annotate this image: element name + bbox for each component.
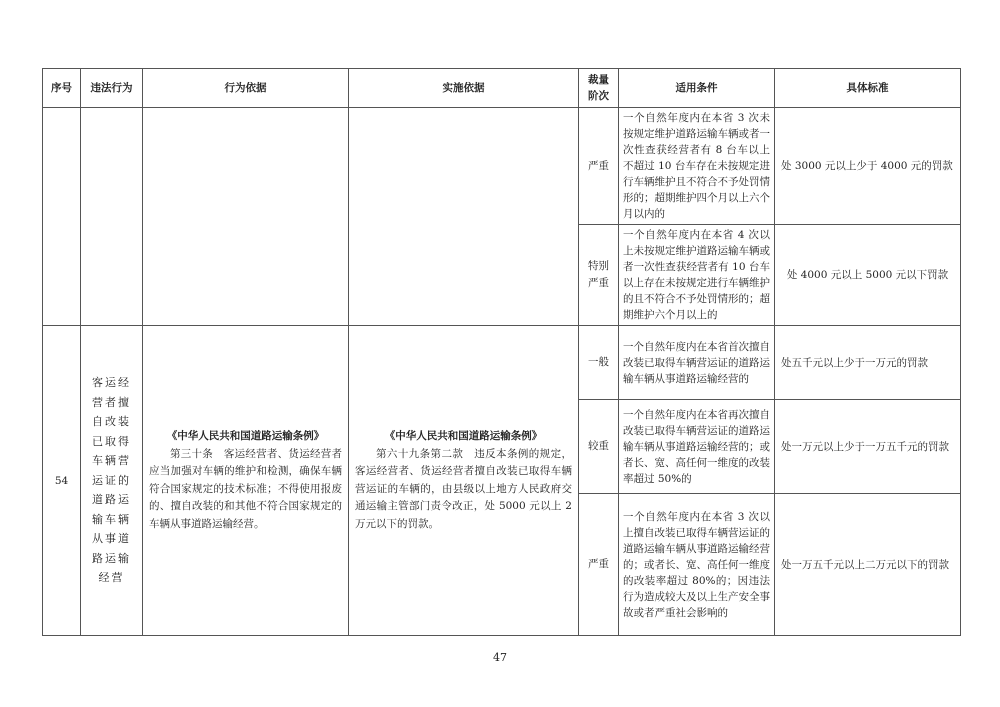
penalty-discretion-table xyxy=(42,68,961,636)
implementation-basis-text: 第六十九条第二款 违反本条例的规定，客运经营者、货运经营者擅自改装已取得车辆营运证的车辆的，由县级以上地方人民政府交通运输主管部门责令改正，处 5000 元以上 2 万元以下的罚款。 xyxy=(355,447,572,530)
header-applicable-conditions: 适用条件 xyxy=(619,69,775,108)
item-number: 54 xyxy=(43,326,81,636)
behavior-basis-text: 第三十条 客运经营者、货运经营者应当加强对车辆的维护和检测，确保车辆符合国家规定的技术标准；不得使用报废的、擅自改装的和其他不符合国家规定的车辆从事道路运输经营。 xyxy=(149,447,342,530)
table-row xyxy=(43,326,961,400)
specific-standard: 处一万五千元以上二万元以下的罚款 xyxy=(775,494,961,636)
cell-serial-continued xyxy=(43,108,81,326)
discretion-level: 严重 xyxy=(579,494,619,636)
violation-description: 客运经营者擅自改装已取得车辆营运证的道路运输车辆从事道路运输经营 xyxy=(81,326,143,636)
discretion-level: 严重 xyxy=(579,108,619,225)
table-row xyxy=(43,108,961,225)
behavior-basis-law-title: 《中华人民共和国道路运输条例》 xyxy=(166,430,325,442)
header-discretion-level: 裁量阶次 xyxy=(579,69,619,108)
page-number: 47 xyxy=(493,651,507,664)
applicable-condition: 一个自然年度内在本省再次擅自改装已取得车辆营运证的道路运输车辆从事道路运输经营的；或者长、宽、高任何一维度的改装率超过 50%的 xyxy=(619,400,775,494)
applicable-condition: 一个自然年度内在本省 4 次以上未按规定维护道路运输车辆或者一次性查获经营者有 10 台车以上存在未按规定进行车辆维护的且不符合不予处罚情形的；超期维护六个月以上的 xyxy=(619,225,775,326)
header-serial: 序号 xyxy=(43,69,81,108)
implementation-basis xyxy=(349,326,579,636)
discretion-level: 特别严重 xyxy=(579,225,619,326)
cell-behavior-basis-continued xyxy=(143,108,349,326)
applicable-condition: 一个自然年度内在本省 3 次未按规定维护道路运输车辆或者一次性查获经营者有 8 台车以上不超过 10 台车存在未按规定进行车辆维护且不符合不予处罚情形的；超期维护四个月以上六个月以内的 xyxy=(619,108,775,225)
specific-standard: 处 3000 元以上少于 4000 元的罚款 xyxy=(775,108,961,225)
cell-implementation-basis-continued xyxy=(349,108,579,326)
implementation-basis-law-title: 《中华人民共和国道路运输条例》 xyxy=(384,430,543,442)
specific-standard: 处 4000 元以上 5000 元以下罚款 xyxy=(775,225,961,326)
cell-violation-continued xyxy=(81,108,143,326)
applicable-condition: 一个自然年度内在本省 3 次以上擅自改装已取得车辆营运证的道路运输车辆从事道路运输经营的；或者长、宽、高任何一维度的改装率超过 80%的；因违法行为造成较大及以上生产安全事故或者严重社会影响的 xyxy=(619,494,775,636)
header-implementation-basis: 实施依据 xyxy=(349,69,579,108)
behavior-basis xyxy=(143,326,349,636)
header-behavior-basis: 行为依据 xyxy=(143,69,349,108)
discretion-level: 一般 xyxy=(579,326,619,400)
table-header-row xyxy=(43,69,961,108)
discretion-level: 较重 xyxy=(579,400,619,494)
header-violation: 违法行为 xyxy=(81,69,143,108)
specific-standard: 处五千元以上少于一万元的罚款 xyxy=(775,326,961,400)
header-specific-standard: 具体标准 xyxy=(775,69,961,108)
specific-standard: 处一万元以上少于一万五千元的罚款 xyxy=(775,400,961,494)
applicable-condition: 一个自然年度内在本省首次擅自改装已取得车辆营运证的道路运输车辆从事道路运输经营的 xyxy=(619,326,775,400)
